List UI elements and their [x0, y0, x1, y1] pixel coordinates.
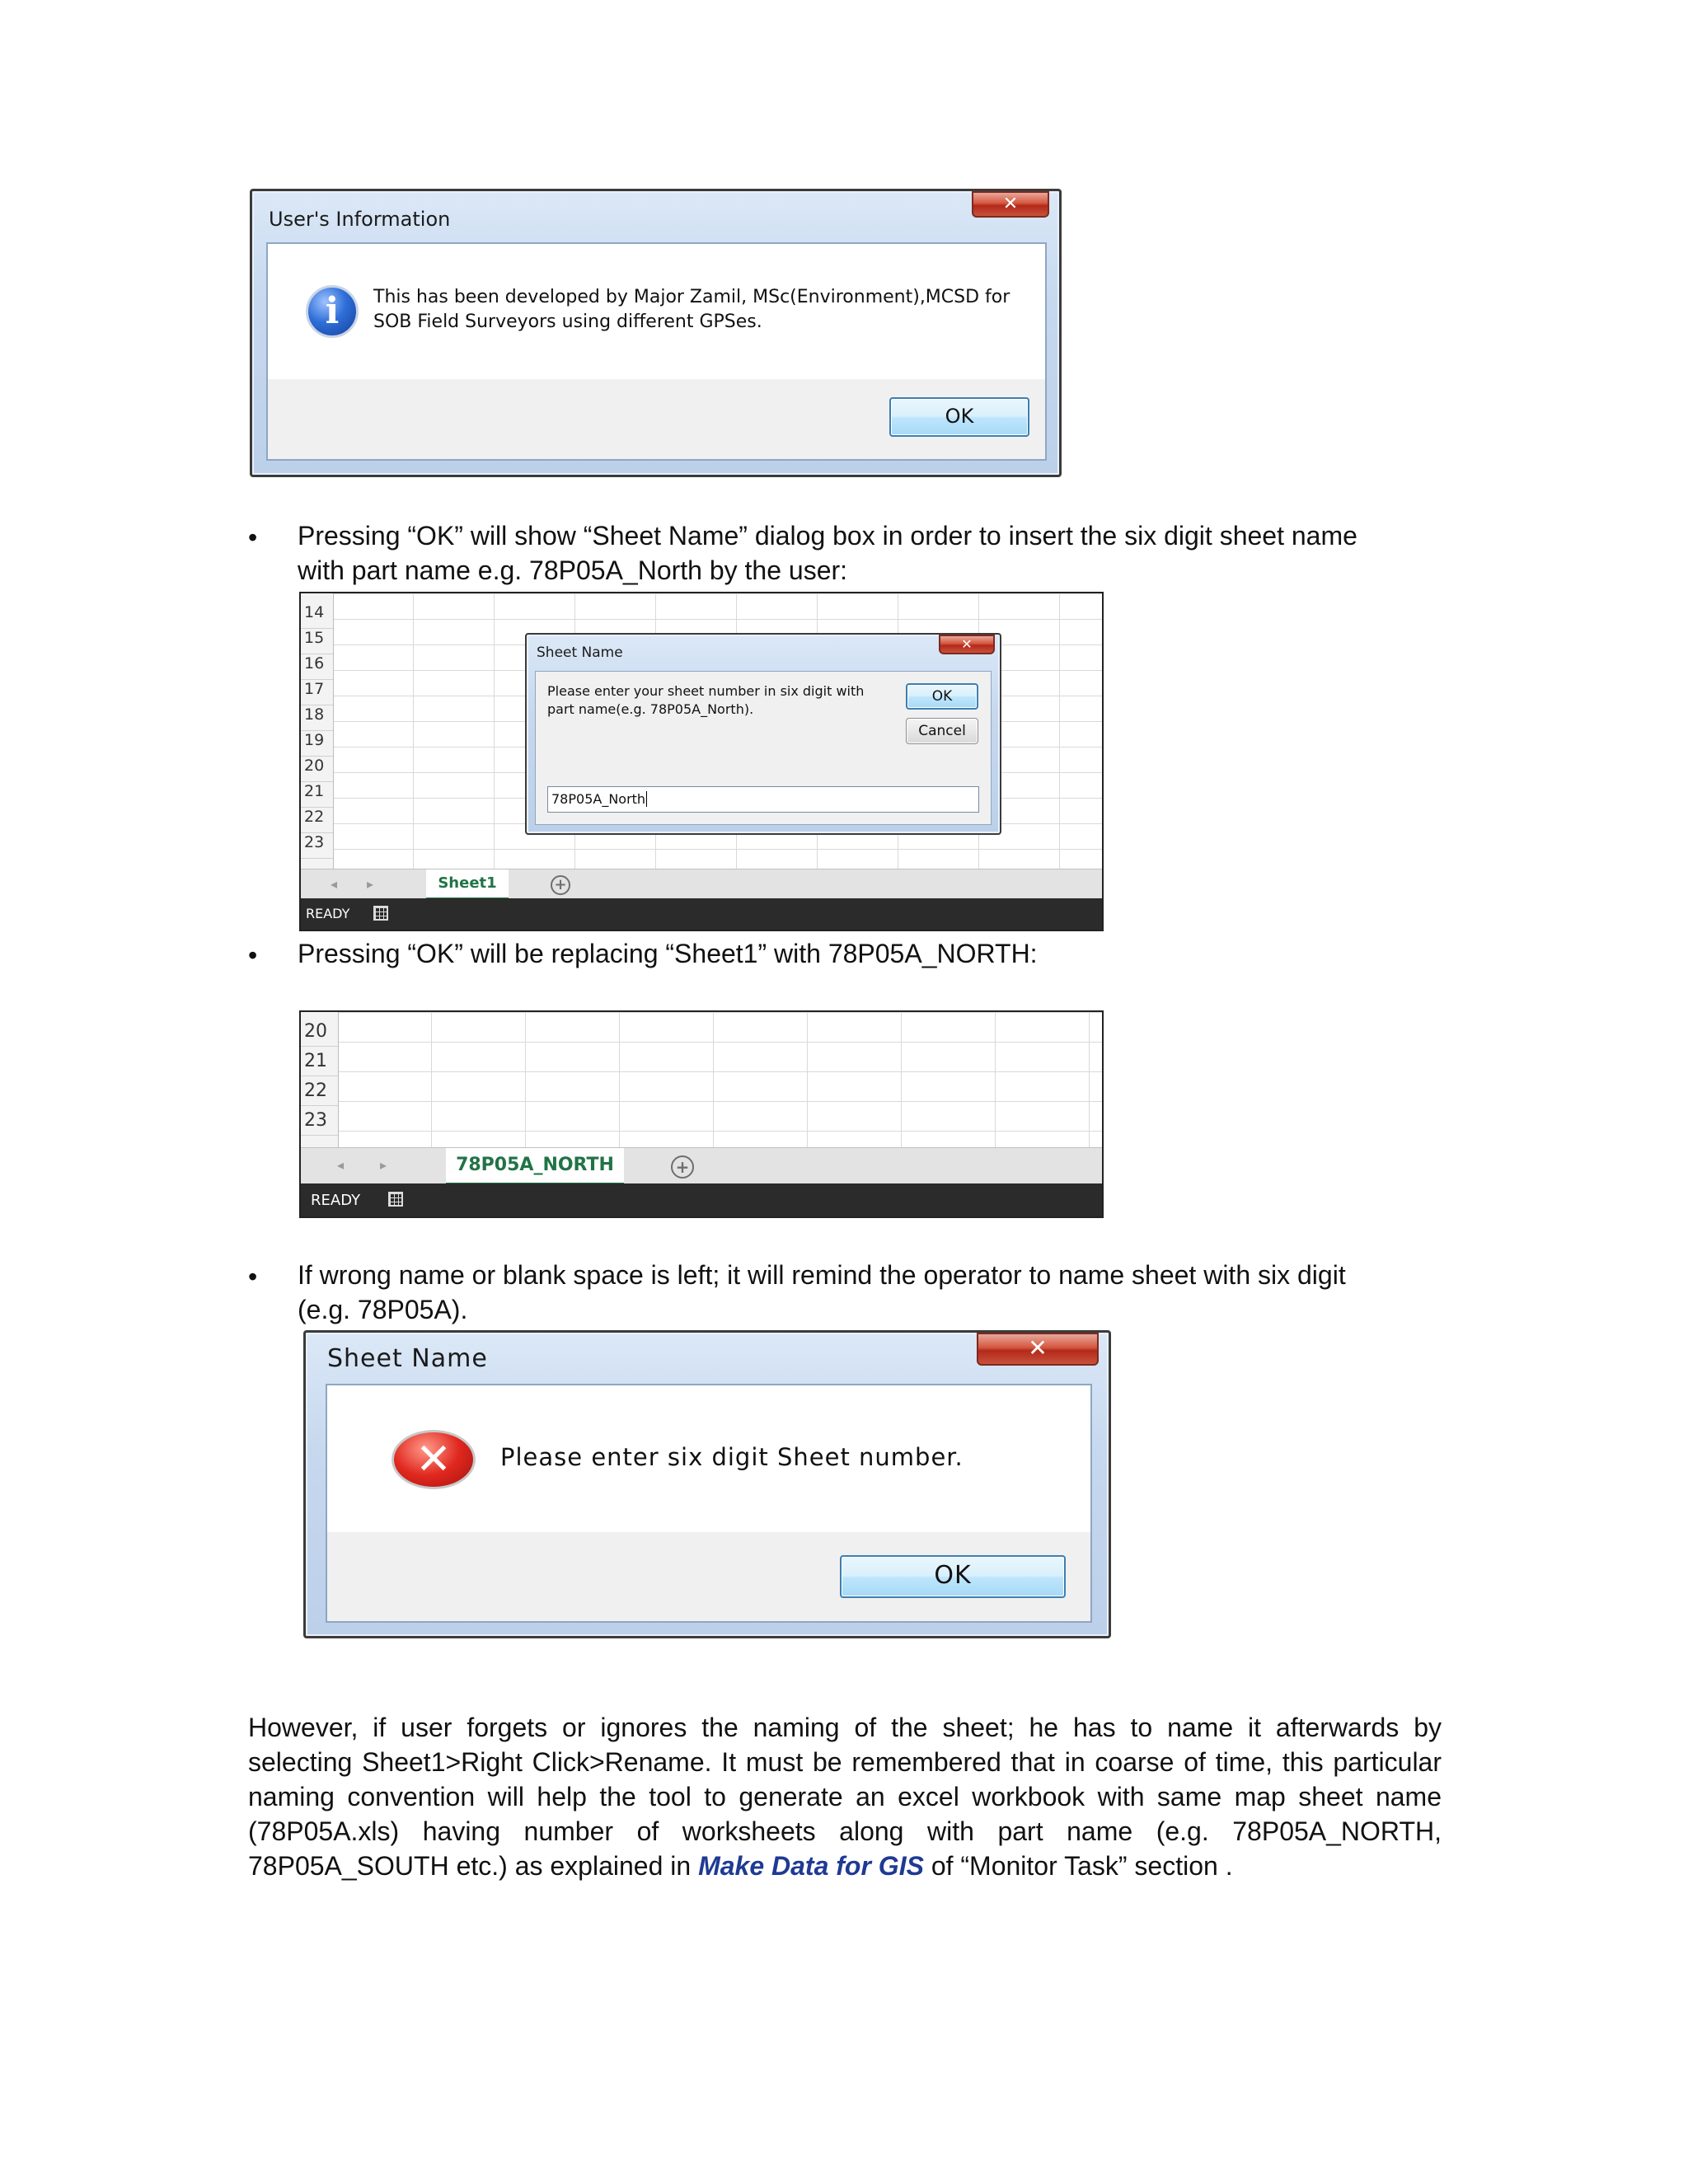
dialog-title: User's Information: [269, 208, 451, 231]
bullet-2-line-1: Pressing “OK” will be replacing “Sheet1” with 78P05A_NORTH:: [298, 939, 1038, 968]
ok-button[interactable]: OK: [889, 397, 1029, 437]
status-ready: READY: [306, 906, 350, 921]
row-number: 22: [301, 808, 333, 833]
close-button[interactable]: [977, 1333, 1099, 1366]
ok-button[interactable]: OK: [906, 683, 978, 710]
bullet-marker: •: [248, 940, 258, 970]
input-value: 78P05A_North: [551, 791, 646, 807]
bullet-text-3: [298, 1258, 1468, 1327]
status-ready: READY: [311, 1192, 361, 1209]
scroll-right-icon[interactable]: ▸: [380, 1159, 387, 1173]
sheet-tab-bar: [301, 1147, 1102, 1185]
excel-sheet-name-screenshot: [299, 592, 1104, 931]
error-icon: ✕: [392, 1430, 476, 1489]
scroll-left-icon[interactable]: ◂: [331, 878, 338, 892]
bullet-text-1: [298, 518, 1468, 588]
message-line-1: This has been developed by Major Zamil, MSc(Environment),MCSD for: [373, 287, 1010, 307]
close-icon: ✕: [1028, 1334, 1048, 1361]
row-header: [301, 593, 334, 869]
message-line-2: SOB Field Surveyors using different GPSes.: [373, 312, 762, 332]
bullet-3-line-2: (e.g. 78P05A).: [298, 1295, 468, 1324]
scroll-right-icon[interactable]: ▸: [367, 878, 374, 892]
row-number: 14: [301, 603, 333, 629]
text-caret: [646, 791, 647, 807]
close-button[interactable]: [972, 191, 1049, 218]
bullet-1-line-2: with part name e.g. 78P05A_North by the user:: [298, 555, 848, 585]
cell-mode-icon: [373, 906, 388, 921]
prompt-line-2: part name(e.g. 78P05A_North).: [547, 701, 754, 717]
row-number: 16: [301, 654, 333, 680]
bullet-3-line-1: If wrong name or blank space is left; it will remind the operator to name sheet with six digit: [298, 1260, 1346, 1290]
dialog-body: [266, 242, 1047, 461]
scroll-left-icon[interactable]: ◂: [337, 1159, 345, 1173]
sheet-tab-78p05a-north[interactable]: 78P05A_NORTH: [446, 1148, 624, 1186]
add-sheet-icon[interactable]: +: [671, 1155, 694, 1179]
info-icon: i: [306, 285, 359, 338]
paragraph-line-3: naming convention will help the tool to generate an excel workbook with same map sheet name: [248, 1782, 1442, 1811]
dialog-footer: [268, 379, 1045, 459]
paragraph-line-2: selecting Sheet1>Right Click>Rename. It must be remembered that in coarse of time, this particular: [248, 1747, 1442, 1777]
status-bar: [301, 898, 1102, 930]
status-bar: [301, 1183, 1102, 1216]
paragraph-line-4: (78P05A.xls) having number of worksheets along with part name (e.g. 78P05A_NORTH,: [248, 1816, 1442, 1846]
prompt-line-1: Please enter your sheet number in six digit with: [547, 683, 865, 699]
row-number: 22: [301, 1076, 338, 1106]
excel-renamed-tab-screenshot: [299, 1010, 1104, 1218]
paragraph-line-1: However, if user forgets or ignores the naming of the sheet; he has to name it afterwards by: [248, 1713, 1442, 1742]
row-number: 19: [301, 731, 333, 757]
dialog-body: [326, 1384, 1092, 1623]
row-number: 21: [301, 782, 333, 808]
row-number: 23: [301, 1106, 338, 1136]
bullet-marker: •: [248, 1262, 258, 1291]
add-sheet-icon[interactable]: +: [551, 875, 570, 895]
worksheet-grid: [301, 1012, 1104, 1147]
sheet-name-input[interactable]: [547, 786, 979, 813]
row-number: 15: [301, 629, 333, 654]
dialog-body: [535, 671, 992, 825]
close-icon: ✕: [1002, 194, 1019, 214]
sheet-name-input-dialog: [525, 633, 1001, 835]
row-number: 18: [301, 705, 333, 731]
cell-mode-icon: [388, 1192, 403, 1207]
row-number: 20: [301, 757, 333, 782]
sheet-tab-sheet1[interactable]: Sheet1: [426, 869, 509, 901]
sheet-name-error-dialog: [303, 1330, 1111, 1638]
dialog-title: Sheet Name: [537, 644, 623, 661]
row-number: 17: [301, 680, 333, 705]
row-number: 21: [301, 1047, 338, 1076]
dialog-title: Sheet Name: [327, 1344, 488, 1373]
close-icon: ✕: [961, 636, 973, 652]
row-number: 23: [301, 833, 333, 859]
paragraph-line-5-prefix: 78P05A_SOUTH etc.) as explained in: [248, 1851, 699, 1881]
users-information-dialog: [250, 189, 1062, 477]
make-data-for-gis-link[interactable]: Make Data for GIS: [698, 1851, 924, 1881]
bullet-1-line-1: Pressing “OK” will show “Sheet Name” dialog box in order to insert the six digit sheet name: [298, 521, 1357, 551]
bullet-marker: •: [248, 523, 258, 552]
cancel-button[interactable]: Cancel: [906, 718, 978, 744]
closing-paragraph: [248, 1710, 1442, 1883]
row-number: 20: [301, 1017, 338, 1047]
bullet-text-2: [298, 936, 1468, 971]
row-header: [301, 1012, 339, 1147]
sheet-tab-bar: [301, 869, 1102, 900]
paragraph-line-5-suffix: of “Monitor Task” section .: [923, 1851, 1233, 1881]
dialog-footer: [327, 1532, 1090, 1621]
ok-button[interactable]: OK: [840, 1555, 1066, 1598]
paragraph-line-5: [248, 1849, 1442, 1883]
error-message: Please enter six digit Sheet number.: [500, 1443, 964, 1471]
close-button[interactable]: [939, 635, 995, 654]
